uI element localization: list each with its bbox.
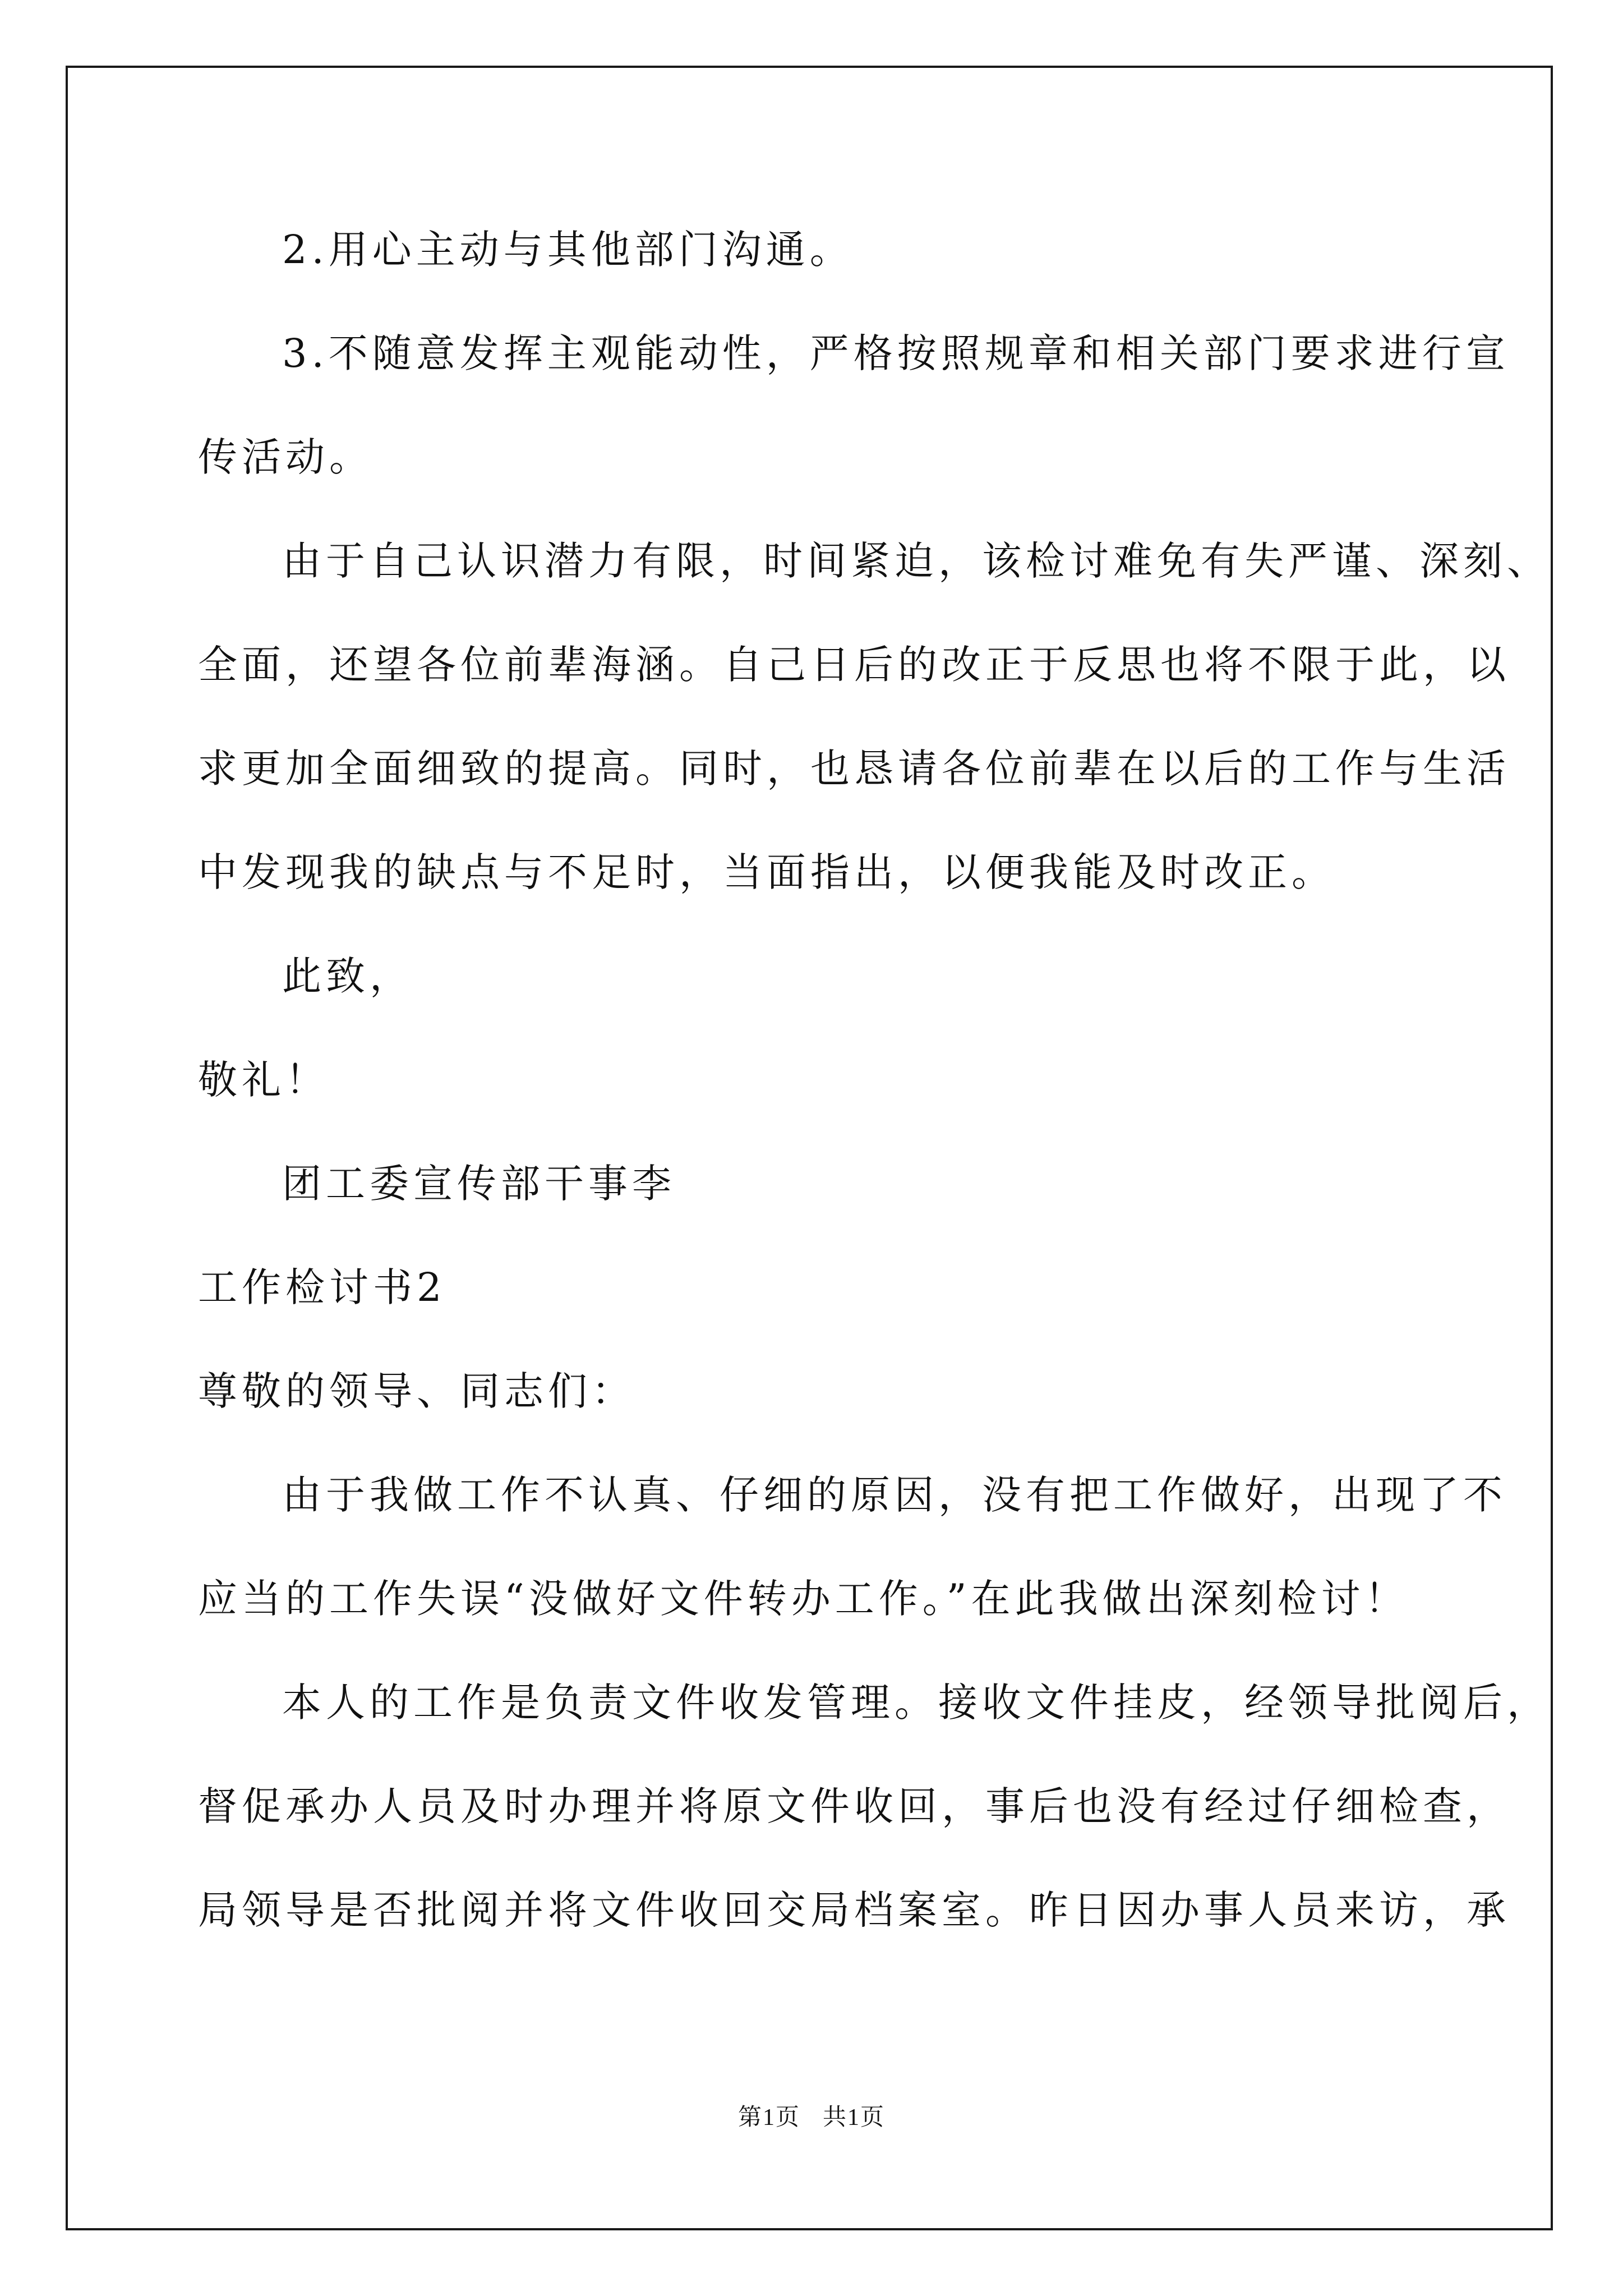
paragraph-line: 全面，还望各位前辈海涵。自己日后的改正于反思也将不限于此，以 <box>198 642 1510 688</box>
paragraph-line: 由于我做工作不认真、仔细的原因，没有把工作做好，出现了不 <box>282 1472 1507 1518</box>
page-number: 第1页 <box>737 2105 800 2131</box>
page-footer <box>0 2101 1623 2134</box>
closing-regards: 敬礼！ <box>198 1057 329 1103</box>
paragraph-line: 督促承办人员及时办理并将原文件收回，事后也没有经过仔细检查， <box>198 1783 1510 1829</box>
list-item-2: 2.用心主动与其他部门沟通。 <box>282 227 854 273</box>
paragraph-line: 求更加全面细致的提高。同时，也恳请各位前辈在以后的工作与生活 <box>198 746 1510 792</box>
greeting: 尊敬的领导、同志们： <box>198 1368 635 1414</box>
closing-salutation: 此致， <box>282 953 413 999</box>
paragraph-line: 局领导是否批阅并将文件收回交局档案室。昨日因办事人员来访，承 <box>198 1887 1510 1933</box>
paragraph-line: 中发现我的缺点与不足时，当面指出，以便我能及时改正。 <box>198 849 1335 895</box>
paragraph-line: 本人的工作是负责文件收发管理。接收文件挂皮，经领导批阅后， <box>282 1680 1551 1726</box>
list-item-3: 3.不随意发挥主观能动性，严格按照规章和相关部门要求进行宣 <box>282 330 1510 376</box>
section-title: 工作检讨书2 <box>198 1264 446 1310</box>
signature-line: 团工委宣传部干事李 <box>282 1161 676 1207</box>
page-total: 共1页 <box>823 2105 886 2131</box>
paragraph-line: 应当的工作失误“没做好文件转办工作。”在此我做出深刻检讨！ <box>198 1576 1409 1622</box>
paragraph-line: 传活动。 <box>198 434 373 480</box>
paragraph-line: 由于自己认识潜力有限，时间紧迫，该检讨难免有失严谨、深刻、 <box>282 538 1551 584</box>
